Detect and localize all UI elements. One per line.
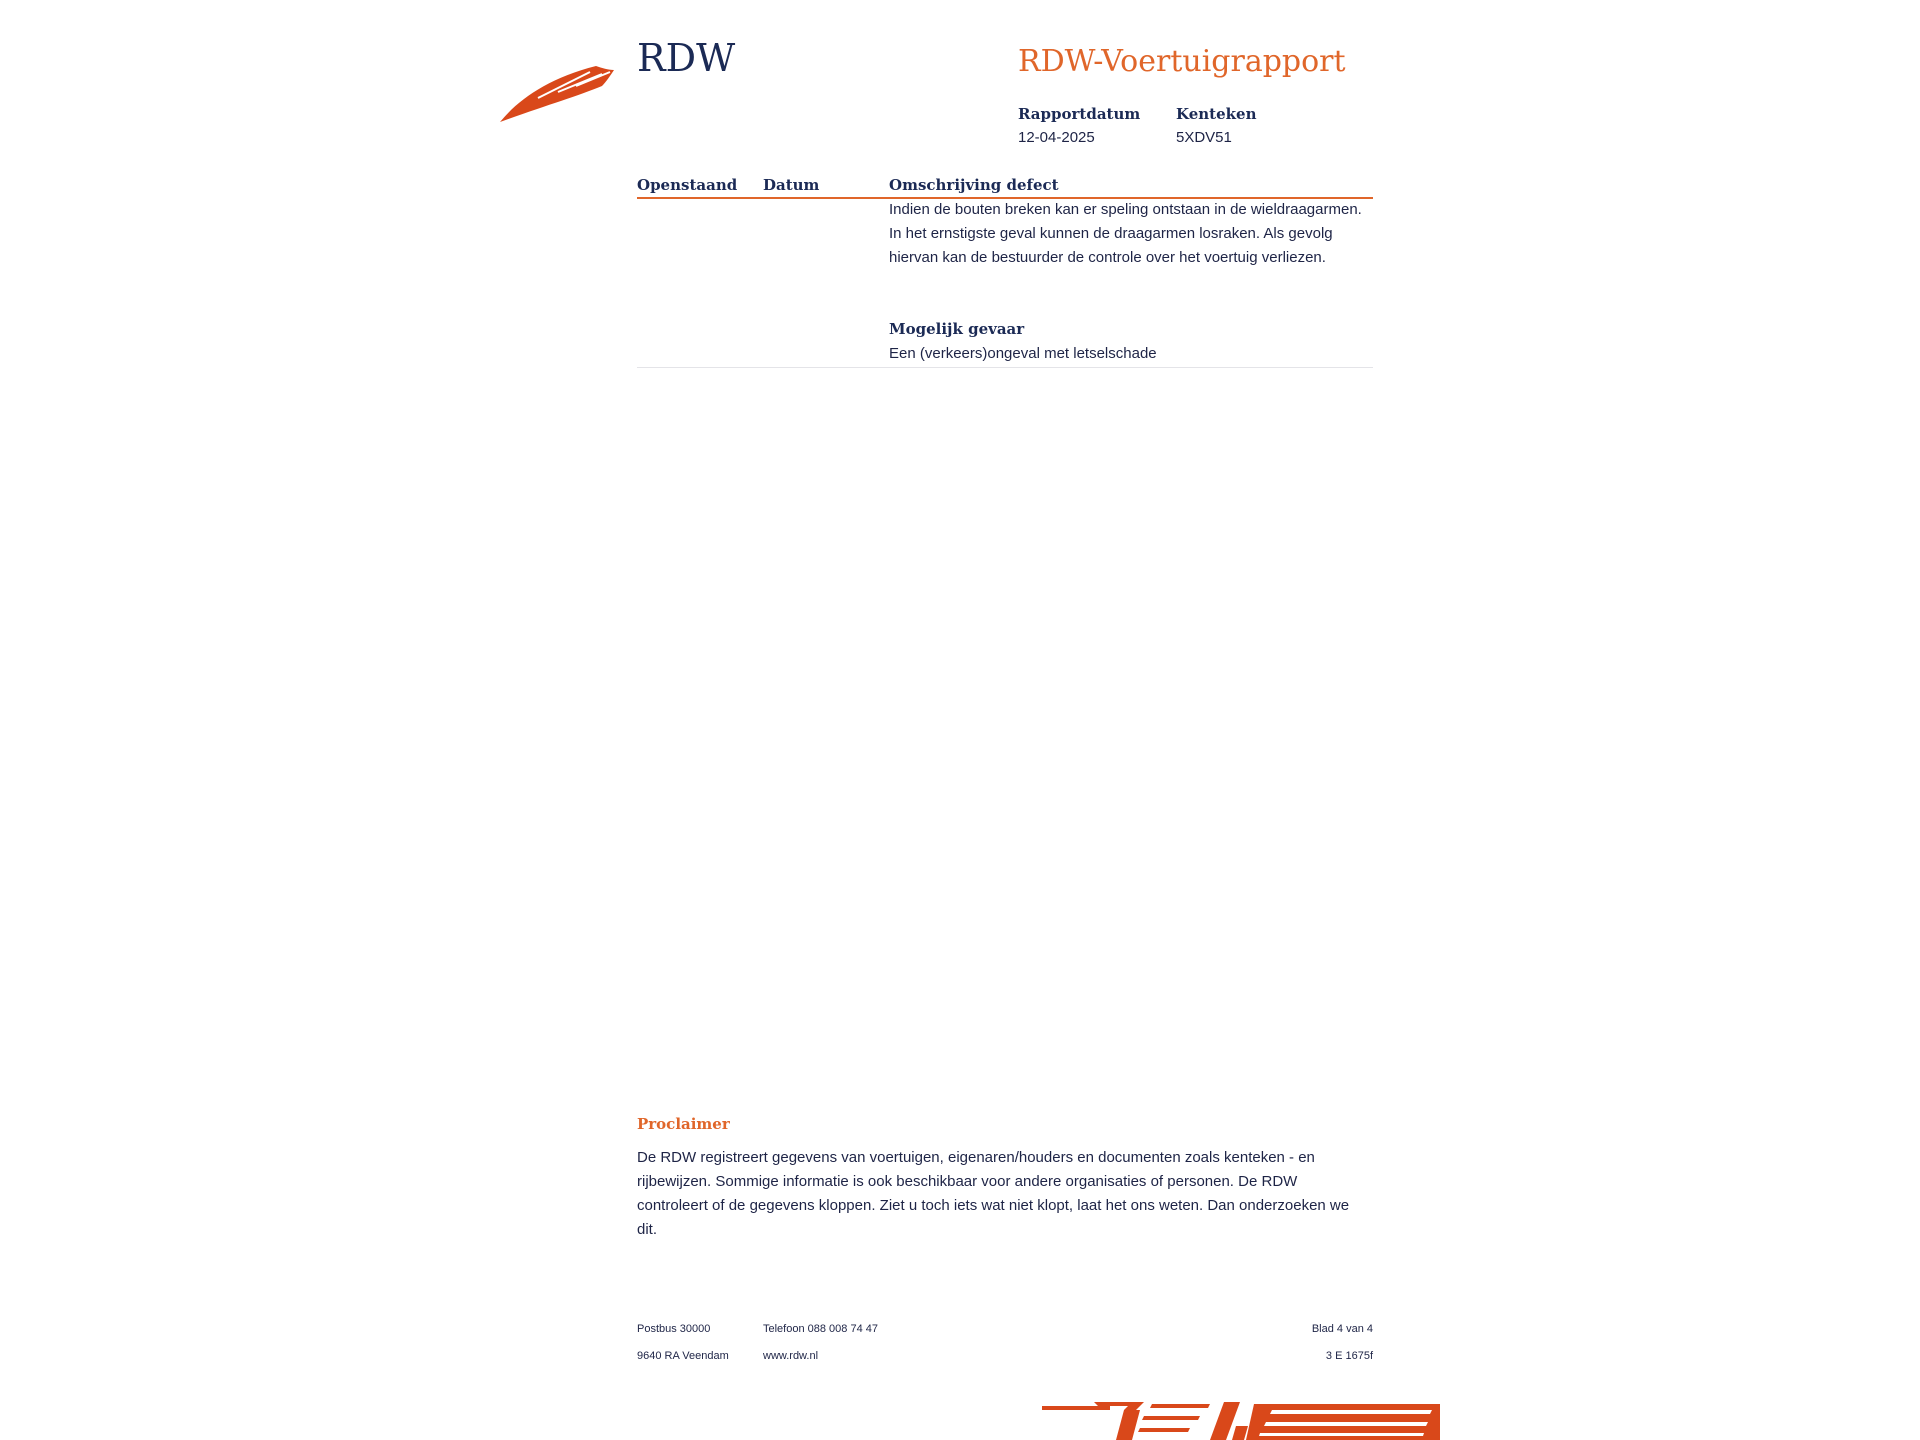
defect-description: Indien de bouten breken kan er speling ontstaan in de wieldraagarmen. In het ernstigste geval kunnen de draagarmen losraken. Als gevolg hiervan kan de bestuurder de controle over het voertuig verliezen. xyxy=(889,201,1362,266)
license-plate-value: 5XDV51 xyxy=(1176,129,1232,146)
report-date-label: Rapportdatum xyxy=(1018,105,1141,123)
report-title: RDW-Voertuigrapport xyxy=(1018,44,1346,79)
table-row-divider xyxy=(637,367,1373,368)
logo-text: RDW xyxy=(637,36,736,80)
column-header-openstaand: Openstaand xyxy=(637,176,738,194)
footer-stripes-graphic xyxy=(1040,1400,1440,1440)
column-header-omschrijving: Omschrijving defect xyxy=(889,176,1059,194)
footer-document-code: 3 E 1675f xyxy=(1325,1350,1373,1362)
footer-page-number: Blad 4 van 4 xyxy=(1311,1323,1373,1335)
column-header-datum: Datum xyxy=(763,176,820,194)
danger-text: Een (verkeers)ongeval met letselschade xyxy=(889,345,1157,362)
footer-postbus: Postbus 30000 xyxy=(637,1323,711,1335)
footer-phone: Telefoon 088 008 74 47 xyxy=(763,1323,878,1335)
danger-label: Mogelijk gevaar xyxy=(889,320,1025,338)
footer-address: 9640 RA Veendam xyxy=(637,1350,729,1362)
footer-website[interactable]: www.rdw.nl xyxy=(763,1350,819,1362)
proclaimer-text: De RDW registreert gegevens van voertuigen, eigenaren/houders en documenten zoals kenteken - en rijbewijzen. Sommige informatie is ook beschikbaar voor andere organisaties of personen. De RDW controleert of de gegevens kloppen. Ziet u toch iets wat niet klopt, laat het ons weten. Dan onderzoeken we dit. xyxy=(637,1149,1350,1238)
report-date-value: 12-04-2025 xyxy=(1018,129,1095,146)
rdw-feather-logo-icon xyxy=(498,60,618,124)
license-plate-label: Kenteken xyxy=(1176,105,1257,123)
proclaimer-title: Proclaimer xyxy=(637,1115,730,1133)
